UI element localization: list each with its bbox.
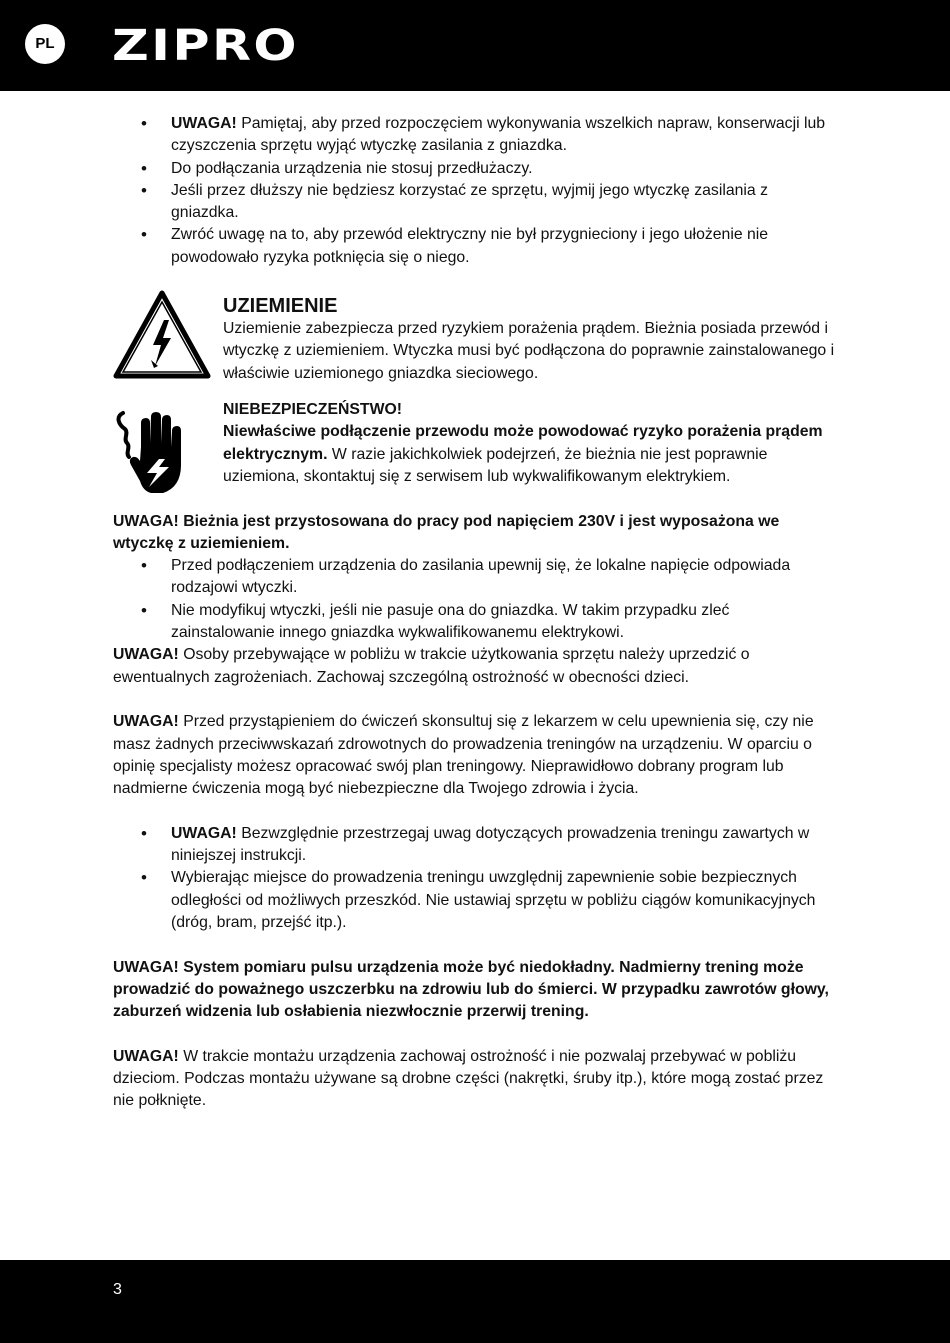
bystanders-warning: UWAGA! Osoby przebywające w pobliżu w trakcie użytkowania sprzętu należy uprzedzić o ewentualnych zagrożeniach. Zachowaj szczególną ostrożność w obecności dzieci. — [113, 646, 750, 686]
list-item: • Przed podłączeniem urządzenia do zasilania upewnij się, że lokalne napięcie odpowiada rodzajowi wtyczki. — [113, 555, 835, 600]
bullet-list-power — [113, 113, 835, 269]
grounding-text: Uziemienie zabezpiecza przed ryzykiem porażenia prądem. Bieżnia posiada przewód i wtyczkę z uziemieniem. Wtyczka musi być podłączona do poprawnie zainstalowanego i właściwie uziemionego gniazdka sieciowego. — [223, 320, 835, 382]
list-item: • Zwróć uwagę na to, aby przewód elektryczny nie był przygnieciony i jego ułożenie nie powodowało ryzyka potknięcia się o niego. — [113, 224, 835, 269]
high-voltage-warning-icon — [113, 290, 211, 387]
page-number: 3 — [113, 1281, 122, 1298]
bullet-list-training — [113, 823, 835, 934]
list-item: • Do podłączania urządzenia nie stosuj przedłużaczy. — [113, 158, 835, 180]
grounding-section — [113, 294, 835, 386]
list-item: • UWAGA! Bezwzględnie przestrzegaj uwag dotyczących prowadzenia treningu zawartych w niniejszej instrukcji. — [113, 823, 835, 868]
pulse-warning: UWAGA! System pomiaru pulsu urządzenia może być niedokładny. Nadmierny trening może prowadzić do poważnego uszczerbku na zdrowiu lub do śmierci. W przypadku zawrotów głowy, zaburzeń widzenia lub osłabienia niezwłocznie przerwij trening. — [113, 958, 829, 1021]
danger-title: NIEBEZPIECZEŃSTWO! — [223, 401, 403, 419]
danger-section — [113, 399, 835, 488]
brand-logo: ZIPRO — [112, 21, 299, 71]
language-badge: PL — [25, 24, 65, 64]
page-header — [0, 0, 950, 91]
grounding-title: UZIEMIENIE — [223, 295, 338, 318]
bullet-list-plug — [113, 555, 835, 644]
list-item: • Jeśli przez dłuższy nie będziesz korzystać ze sprzętu, wyjmij jego wtyczkę zasilania z gniazdka. — [113, 180, 835, 225]
danger-text: Niewłaściwe podłączenie przewodu może powodować ryzyko porażenia prądem elektrycznym. W razie jakichkolwiek podejrzeń, że bieżnia nie jest poprawnie uziemiona, skontaktuj się z serwisem lub wykwalifikowanym elektrykiem. — [223, 423, 823, 485]
doctor-warning: UWAGA! Przed przystąpieniem do ćwiczeń skonsultuj się z lekarzem w celu upewnienia się, czy nie masz żadnych przeciwwskazań zdrowotnych do prowadzenia treningów na urządzeniu. W oparciu o opinię specjalisty możesz opracować swój plan treningowy. Nieprawidłowo dobrany program lub nadmierne ćwiczenia mogą być niebezpieczne dla Twojego zdrowia i życia. — [113, 713, 814, 798]
page-footer — [0, 1260, 950, 1343]
electric-shock-hand-icon — [113, 407, 189, 504]
voltage-warning: UWAGA! Bieżnia jest przystosowana do pracy pod napięciem 230V i jest wyposażona we wtyczkę z uziemieniem. — [113, 512, 780, 552]
page-content — [113, 113, 835, 1113]
list-item: • Nie modyfikuj wtyczki, jeśli nie pasuje ona do gniazdka. W takim przypadku zleć zainstalowanie innego gniazdka wykwalifikowanemu elektrykowi. — [113, 600, 835, 645]
assembly-warning: UWAGA! W trakcie montażu urządzenia zachowaj ostrożność i nie pozwalaj przebywać w pobliżu dzieciom. Podczas montażu używane są drobne części (nakrętki, śruby itp.), które mogą zostać przez nie połknięte. — [113, 1047, 824, 1110]
list-item: • UWAGA! Pamiętaj, aby przed rozpoczęciem wykonywania wszelkich napraw, konserwacji lub czyszczenia sprzętu wyjąć wtyczkę zasilania z gniazdka. — [113, 113, 835, 158]
list-item: • Wybierając miejsce do prowadzenia treningu uwzględnij zapewnienie sobie bezpiecznych odległości od możliwych przeszkód. Nie ustawiaj sprzętu w pobliżu ciągów komunikacyjnych (dróg, bram, przejść itp.). — [113, 867, 835, 934]
